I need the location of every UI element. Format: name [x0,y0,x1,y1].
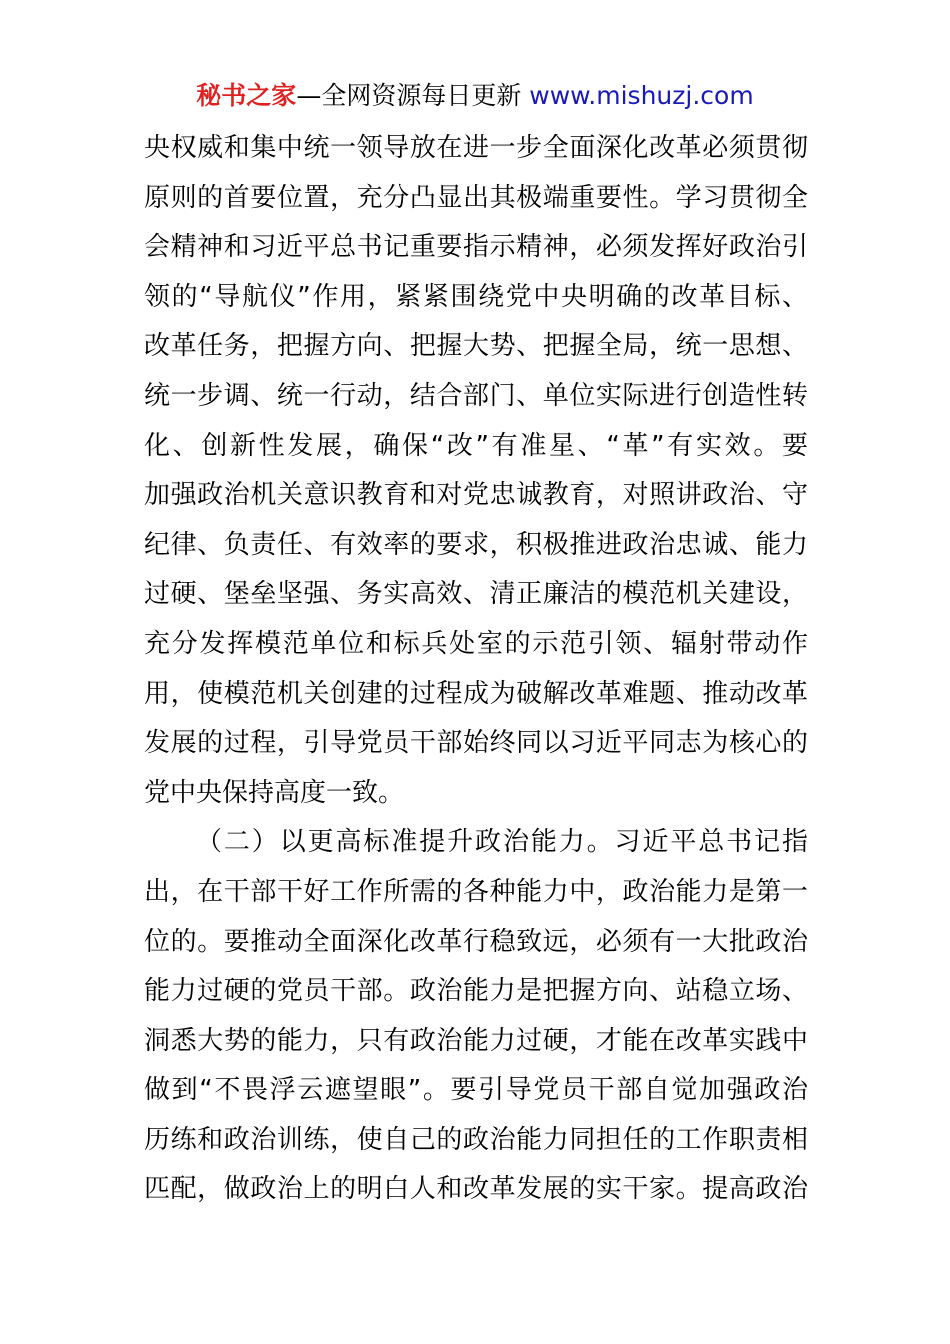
text-line: 改革任务，把握方向、把握大势、把握全局，统一思想、 [144,331,808,362]
text-line: 做到“不畏浮云遮望眼”。要引导党员干部自觉加强政治 [144,1075,808,1106]
text-line: 央权威和集中统一领导放在进一步全面深化改革必须贯彻 [144,133,808,163]
text-line: 出，在干部干好工作所需的各种能力中，政治能力是第一 [144,876,808,907]
text-line: 洞悉大势的能力，只有政治能力过硬，才能在改革实践中 [144,1025,808,1056]
text-line: 纪律、负责任、有效率的要求，积极推进政治忠诚、能力 [144,529,808,560]
text-line: 匹配，做政治上的明白人和改革发展的实干家。提高政治 [144,1174,808,1205]
text-line: 位的。要推动全面深化改革行稳致远，必须有一大批政治 [144,926,808,957]
text-line: 发展的过程，引导党员干部始终同以习近平同志为核心的 [144,728,808,759]
text-line: 用，使模范机关创建的过程成为破解改革难题、推动改革 [144,678,808,709]
text-line: 领的“导航仪”作用，紧紧围绕党中央明确的改革目标、 [144,281,808,312]
section-heading-line: （二）以更高标准提升政治能力。习近平总书记指 [196,827,808,858]
text-line: 化、创新性发展，确保“改”有准星、“革”有实效。要 [144,430,808,461]
paragraph-end-line: 党中央保持高度一致。 [144,777,405,808]
page-header [0,78,950,114]
text-line: 历练和政治训练，使自己的政治能力同担任的工作职责相 [144,1124,808,1155]
site-url-link[interactable]: www.mishuzj.com [529,81,754,110]
text-line: 原则的首要位置，充分凸显出其极端重要性。学习贯彻全 [144,182,808,213]
brand-name: 秘书之家 [196,81,297,110]
text-line: 会精神和习近平总书记重要指示精神，必须发挥好政治引 [144,232,808,263]
text-line: 充分发挥模范单位和标兵处室的示范引领、辐射带动作 [144,628,808,659]
header-tagline: —全网资源每日更新 [296,81,530,110]
text-line: 过硬、堡垒坚强、务实高效、清正廉洁的模范机关建设， [144,579,808,610]
text-line: 加强政治机关意识教育和对党忠诚教育，对照讲政治、守 [144,480,808,511]
text-line: 统一步调、统一行动，结合部门、单位实际进行创造性转 [144,380,808,411]
document-body [144,124,808,1215]
text-line: 能力过硬的党员干部。政治能力是把握方向、站稳立场、 [144,976,808,1007]
